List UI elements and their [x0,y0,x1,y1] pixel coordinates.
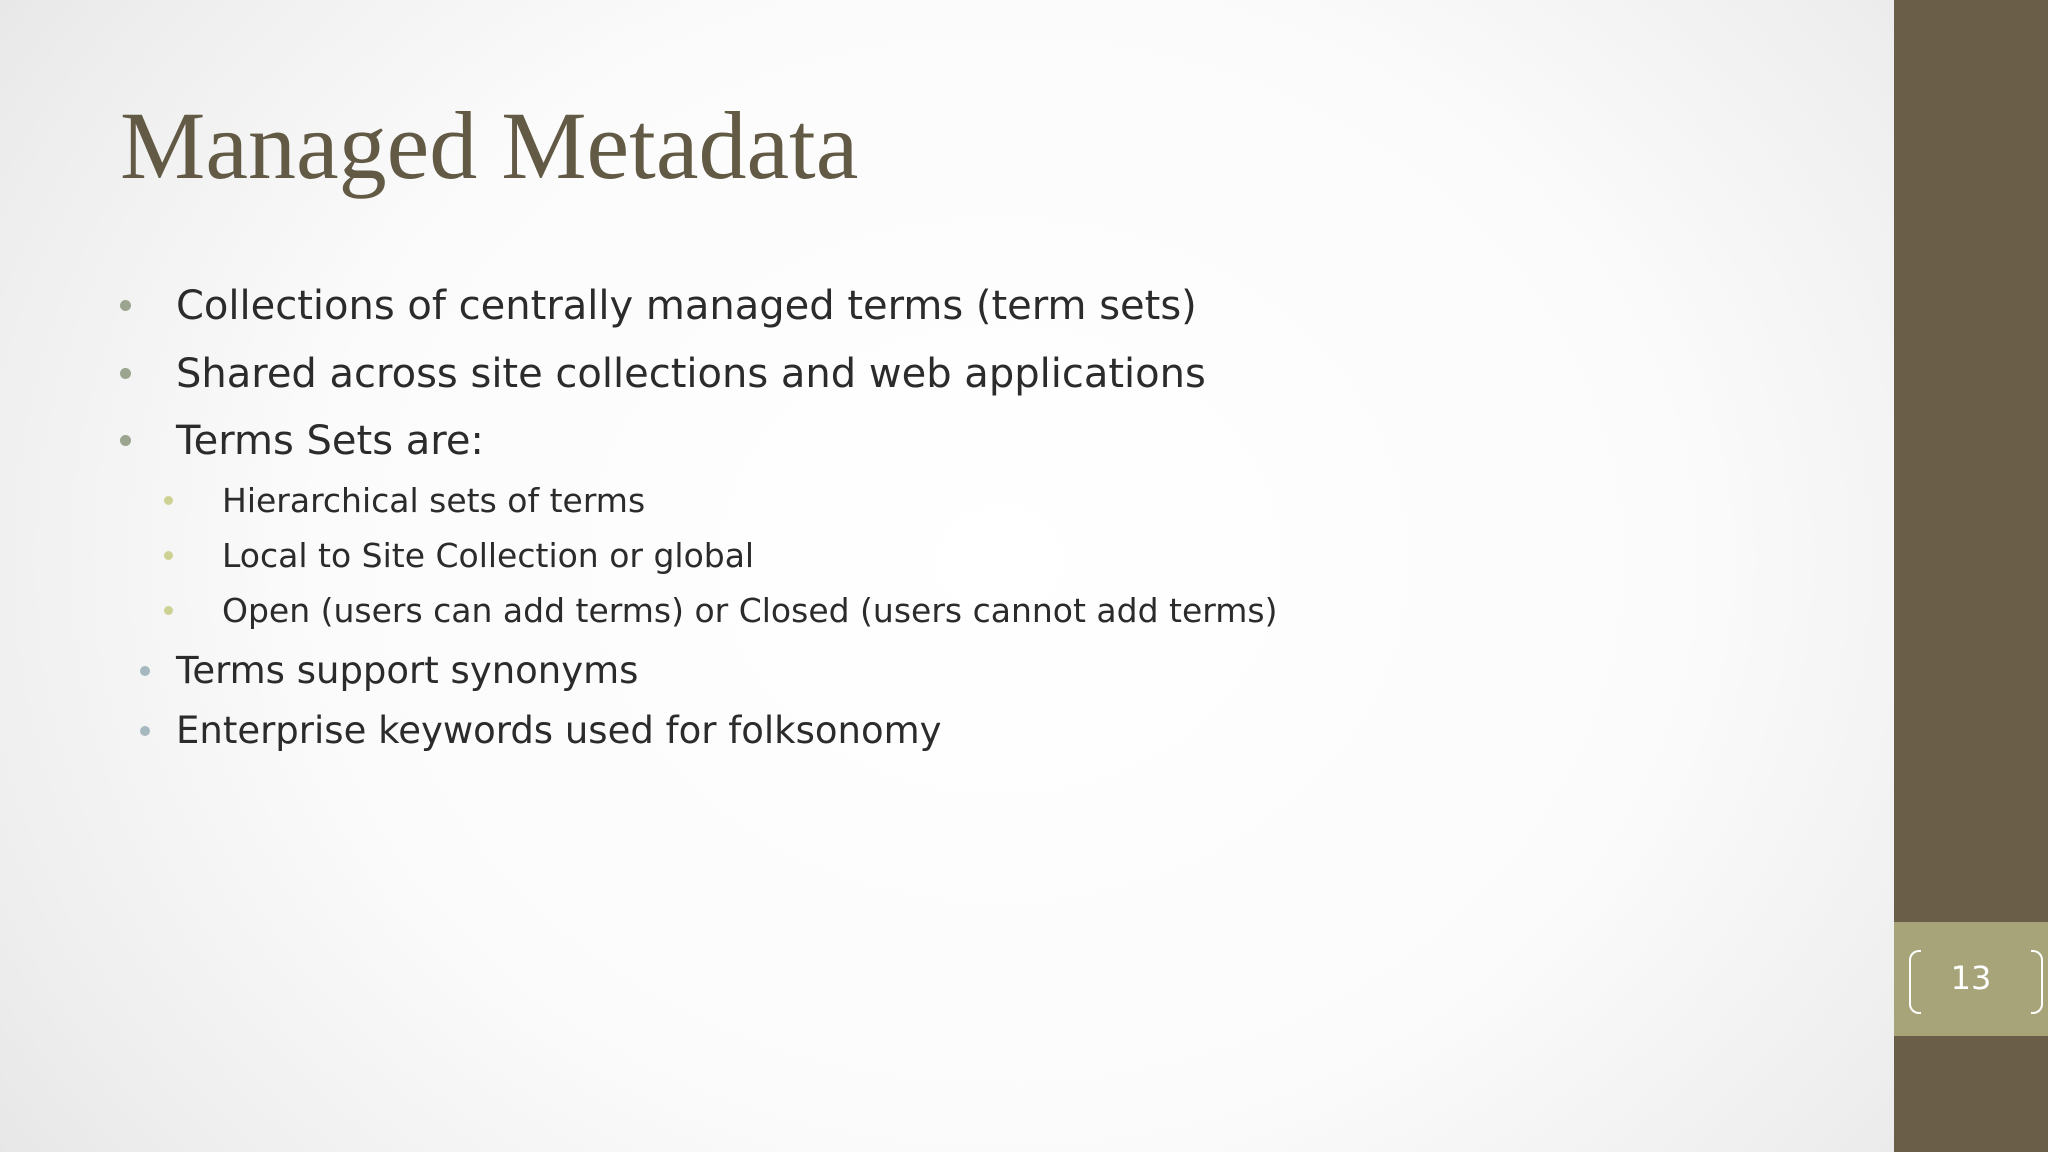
bullet-text: Open (users can add terms) or Closed (users cannot add terms) [222,591,1278,630]
bullet-dot-icon [140,666,150,676]
bullet-dot-icon [164,551,173,560]
bullet-item [176,647,638,695]
page-number: 13 [1950,959,1992,997]
bullet-text: Terms Sets are: [176,418,484,464]
bullet-dot-icon [140,726,150,736]
bullet-item [176,348,1206,400]
bullet-dot-icon [120,368,131,379]
sub-bullet-item [222,534,754,578]
bullet-dot-icon [164,496,173,505]
bullet-dot-icon [164,606,173,615]
bullet-text: Shared across site collections and web applications [176,351,1206,397]
bullet-text: Collections of centrally managed terms (term sets) [176,283,1197,329]
sub-bullet-item [222,589,1277,633]
bullet-item [176,707,942,755]
bullet-text: Local to Site Collection or global [222,536,755,575]
slide-title: Managed Metadata [120,92,859,199]
page-number-box [1894,922,2048,1036]
bullet-item [176,415,484,467]
bullet-dot-icon [120,435,131,446]
bullet-item [176,280,1197,332]
bullet-dot-icon [120,300,131,311]
right-bracket-icon [2031,950,2043,1014]
bullet-text: Hierarchical sets of terms [222,481,646,520]
bullet-text: Enterprise keywords used for folksonomy [176,709,942,752]
sub-bullet-item [222,479,645,523]
bullet-text: Terms support synonyms [176,649,639,692]
